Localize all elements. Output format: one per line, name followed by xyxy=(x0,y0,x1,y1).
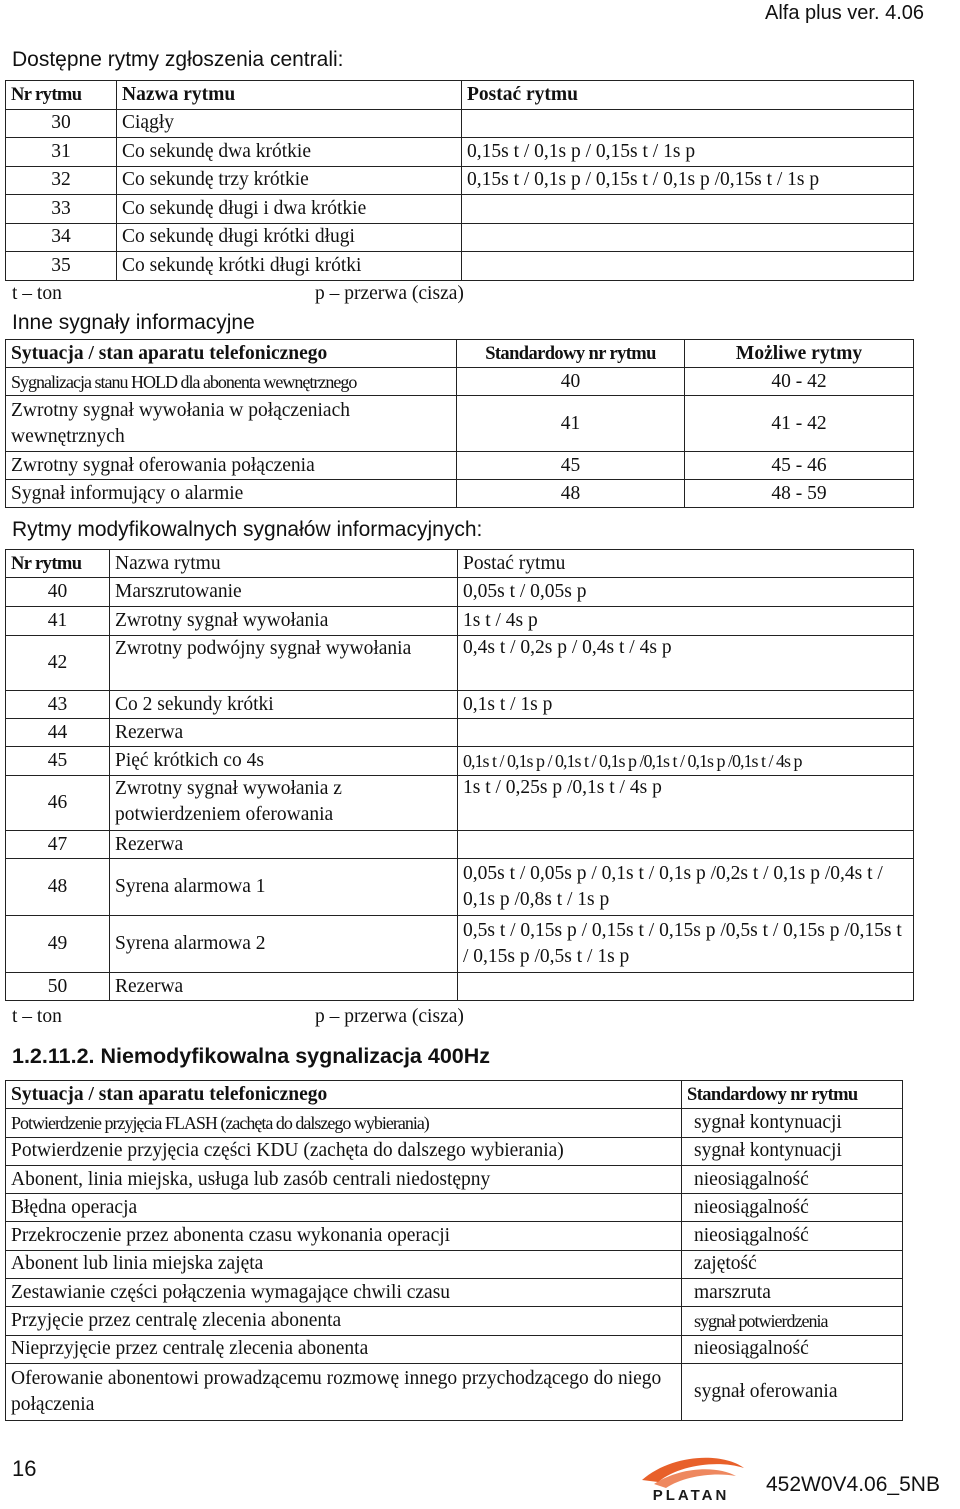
rhythm-number: 44 xyxy=(6,719,110,747)
table-row xyxy=(6,1279,903,1307)
table-row xyxy=(6,396,914,452)
rhythm-number: 41 xyxy=(6,607,110,636)
rhythm-number: 43 xyxy=(6,691,110,719)
column-header: Nr rytmu xyxy=(6,550,110,578)
legend-pause: p – przerwa (cisza) xyxy=(315,1006,464,1027)
rhythm-form xyxy=(462,195,914,224)
rhythm-number: 32 xyxy=(6,166,117,195)
document-code: 452W0V4.06_5NB xyxy=(766,1473,940,1496)
platan-logo xyxy=(632,1450,750,1502)
rhythm-form: 0,1s t / 0,1s p / 0,1s t / 0,1s p /0,1s t / 0,1s p /0,1s t / 4s p xyxy=(458,747,914,776)
page-number: 16 xyxy=(12,1456,37,1481)
section-title-400hz: 1.2.11.2. Niemodyfikowalna sygnalizacja 400Hz xyxy=(12,1044,491,1068)
standard-rhythm: sygnał kontynuacji xyxy=(682,1137,903,1165)
column-header: Możliwe rytmy xyxy=(685,340,914,368)
rhythm-form xyxy=(458,973,914,1001)
situation-cell: Zwrotny sygnał oferowania połączenia xyxy=(6,452,457,480)
standard-rhythm: sygnał oferowania xyxy=(682,1363,903,1420)
rhythm-number: 40 xyxy=(6,578,110,607)
rhythm-name: Zwrotny sygnał wywołania z potwierdzeniem oferowania xyxy=(110,776,458,831)
table-header-row xyxy=(6,1081,903,1109)
standard-rhythm: sygnał potwierdzenia xyxy=(682,1307,903,1335)
section-title-rhythms: Dostępne rytmy zgłoszenia centrali: xyxy=(12,48,344,71)
rhythm-name: Rezerwa xyxy=(110,719,458,747)
rhythm-name: Rezerwa xyxy=(110,831,458,859)
table-row xyxy=(6,916,914,973)
rhythm-form xyxy=(462,109,914,138)
rhythm-form: 0,15s t / 0,1s p / 0,15s t / 0,1s p /0,15s t / 1s p xyxy=(462,166,914,195)
column-header: Sytuacja / stan aparatu telefonicznego xyxy=(6,340,457,368)
standard-number: 45 xyxy=(457,452,685,480)
rhythm-number: 49 xyxy=(6,916,110,973)
rhythm-form: 0,5s t / 0,15s p / 0,15s t / 0,15s p /0,5s t / 0,15s p /0,15s t / 0,15s p /0,5s t / 1s p xyxy=(458,916,914,973)
table-row xyxy=(6,973,914,1001)
possible-rhythms: 45 - 46 xyxy=(685,452,914,480)
rhythm-number: 50 xyxy=(6,973,110,1001)
logo-swoosh-icon xyxy=(642,1458,744,1482)
rhythm-name: Co sekundę długi krótki długi xyxy=(117,223,462,252)
table-header-row xyxy=(6,81,914,110)
rhythm-form xyxy=(462,252,914,281)
possible-rhythms: 41 - 42 xyxy=(685,396,914,452)
column-header: Postać rytmu xyxy=(462,81,914,110)
possible-rhythms: 40 - 42 xyxy=(685,368,914,396)
situation-cell: Oferowanie abonentowi prowadzącemu rozmowę innego przychodzącego do niego połączenia xyxy=(6,1363,682,1420)
table-row xyxy=(6,607,914,636)
rhythm-form: 0,1s t / 1s p xyxy=(458,691,914,719)
rhythm-name: Co sekundę krótki długi krótki xyxy=(117,252,462,281)
standard-number: 41 xyxy=(457,396,685,452)
legend-ton: t – ton xyxy=(12,283,62,304)
table-header-row xyxy=(6,340,914,368)
rhythms-table xyxy=(5,80,914,281)
rhythm-name: Ciągły xyxy=(117,109,462,138)
standard-rhythm: nieosiągalność xyxy=(682,1222,903,1250)
other-signals-table xyxy=(5,339,914,508)
standard-number: 48 xyxy=(457,480,685,508)
table-row xyxy=(6,109,914,138)
table-row xyxy=(6,452,914,480)
rhythm-name: Syrena alarmowa 1 xyxy=(110,859,458,916)
table-row xyxy=(6,636,914,691)
situation-cell: Zestawianie części połączenia wymagające chwili czasu xyxy=(6,1279,682,1307)
column-header: Standardowy nr rytmu xyxy=(457,340,685,368)
rhythm-form xyxy=(458,831,914,859)
rhythm-number: 45 xyxy=(6,747,110,776)
column-header: Nazwa rytmu xyxy=(110,550,458,578)
table-row xyxy=(6,1250,903,1278)
rhythm-form: 0,05s t / 0,05s p / 0,1s t / 0,1s p /0,2s t / 0,1s p /0,4s t / 0,1s p /0,8s t / 1s p xyxy=(458,859,914,916)
rhythm-number: 35 xyxy=(6,252,117,281)
rhythm-form: 1s t / 0,25s p /0,1s t / 4s p xyxy=(458,776,914,831)
column-header: Nazwa rytmu xyxy=(117,81,462,110)
table-row xyxy=(6,719,914,747)
table-row xyxy=(6,1165,903,1193)
rhythm-name: Syrena alarmowa 2 xyxy=(110,916,458,973)
rhythm-form: 0,15s t / 0,1s p / 0,15s t / 1s p xyxy=(462,138,914,167)
table-row xyxy=(6,138,914,167)
table-row xyxy=(6,747,914,776)
standard-rhythm: sygnał kontynuacji xyxy=(682,1109,903,1137)
column-header: Nr rytmu xyxy=(6,81,117,110)
rhythm-number: 31 xyxy=(6,138,117,167)
rhythm-name: Rezerwa xyxy=(110,973,458,1001)
situation-cell: Abonent, linia miejska, usługa lub zasób centrali niedostępny xyxy=(6,1165,682,1193)
table-row xyxy=(6,368,914,396)
table-row xyxy=(6,859,914,916)
rhythm-name: Marszrutowanie xyxy=(110,578,458,607)
table-row xyxy=(6,480,914,508)
table-row xyxy=(6,1307,903,1335)
rhythm-form: 1s t / 4s p xyxy=(458,607,914,636)
situation-cell: Abonent lub linia miejska zajęta xyxy=(6,1250,682,1278)
standard-number: 40 xyxy=(457,368,685,396)
rhythm-form xyxy=(462,223,914,252)
table-row xyxy=(6,223,914,252)
rhythm-name: Pięć krótkich co 4s xyxy=(110,747,458,776)
rhythm-number: 34 xyxy=(6,223,117,252)
table-row xyxy=(6,831,914,859)
standard-rhythm: nieosiągalność xyxy=(682,1165,903,1193)
rhythm-number: 42 xyxy=(6,636,110,691)
table-row xyxy=(6,1335,903,1363)
table-row xyxy=(6,1363,903,1420)
situation-cell: Sygnalizacja stanu HOLD dla abonenta wewnętrznego xyxy=(6,368,457,396)
standard-rhythm: marszruta xyxy=(682,1279,903,1307)
table-row xyxy=(6,776,914,831)
situation-cell: Potwierdzenie przyjęcia części KDU (zachęta do dalszego wybierania) xyxy=(6,1137,682,1165)
rhythm-number: 33 xyxy=(6,195,117,224)
unmodifiable-signals-table xyxy=(5,1080,903,1421)
rhythm-name: Co sekundę długi i dwa krótkie xyxy=(117,195,462,224)
section-title-other-signals: Inne sygnały informacyjne xyxy=(12,311,255,334)
rhythm-name: Zwrotny podwójny sygnał wywołania xyxy=(110,636,458,691)
standard-rhythm: nieosiągalność xyxy=(682,1335,903,1363)
column-header: Standardowy nr rytmu xyxy=(682,1081,903,1109)
possible-rhythms: 48 - 59 xyxy=(685,480,914,508)
table-row xyxy=(6,1109,903,1137)
rhythm-number: 46 xyxy=(6,776,110,831)
rhythm-name: Co 2 sekundy krótki xyxy=(110,691,458,719)
rhythm-number: 30 xyxy=(6,109,117,138)
rhythm-form: 0,4s t / 0,2s p / 0,4s t / 4s p xyxy=(458,636,914,691)
legend-ton: t – ton xyxy=(12,1006,62,1027)
situation-cell: Nieprzyjęcie przez centralę zlecenia abonenta xyxy=(6,1335,682,1363)
standard-rhythm: nieosiągalność xyxy=(682,1194,903,1222)
rhythm-number: 47 xyxy=(6,831,110,859)
section-title-modifiable: Rytmy modyfikowalnych sygnałów informacyjnych: xyxy=(12,518,483,541)
table-row xyxy=(6,1137,903,1165)
column-header: Postać rytmu xyxy=(458,550,914,578)
modifiable-rhythms-table xyxy=(5,549,914,1001)
situation-cell: Błędna operacja xyxy=(6,1194,682,1222)
rhythm-form: 0,05s t / 0,05s p xyxy=(458,578,914,607)
situation-cell: Przekroczenie przez abonenta czasu wykonania operacji xyxy=(6,1222,682,1250)
rhythm-name: Co sekundę dwa krótkie xyxy=(117,138,462,167)
table-row xyxy=(6,1194,903,1222)
table-row xyxy=(6,252,914,281)
version-label: Alfa plus ver. 4.06 xyxy=(765,2,924,24)
column-header: Sytuacja / stan aparatu telefonicznego xyxy=(6,1081,682,1109)
table-header-row xyxy=(6,550,914,578)
table-row xyxy=(6,578,914,607)
table-row xyxy=(6,691,914,719)
situation-cell: Potwierdzenie przyjęcia FLASH (zachęta do dalszego wybierania) xyxy=(6,1109,682,1137)
table-row xyxy=(6,1222,903,1250)
situation-cell: Sygnał informujący o alarmie xyxy=(6,480,457,508)
situation-cell: Zwrotny sygnał wywołania w połączeniach wewnętrznych xyxy=(6,396,457,452)
table-row xyxy=(6,195,914,224)
legend-pause: p – przerwa (cisza) xyxy=(315,283,464,304)
rhythm-name: Zwrotny sygnał wywołania xyxy=(110,607,458,636)
table-row xyxy=(6,166,914,195)
situation-cell: Przyjęcie przez centralę zlecenia abonenta xyxy=(6,1307,682,1335)
logo-text: PLATAN xyxy=(652,1487,730,1502)
rhythm-number: 48 xyxy=(6,859,110,916)
rhythm-name: Co sekundę trzy krótkie xyxy=(117,166,462,195)
standard-rhythm: zajętość xyxy=(682,1250,903,1278)
rhythm-form xyxy=(458,719,914,747)
